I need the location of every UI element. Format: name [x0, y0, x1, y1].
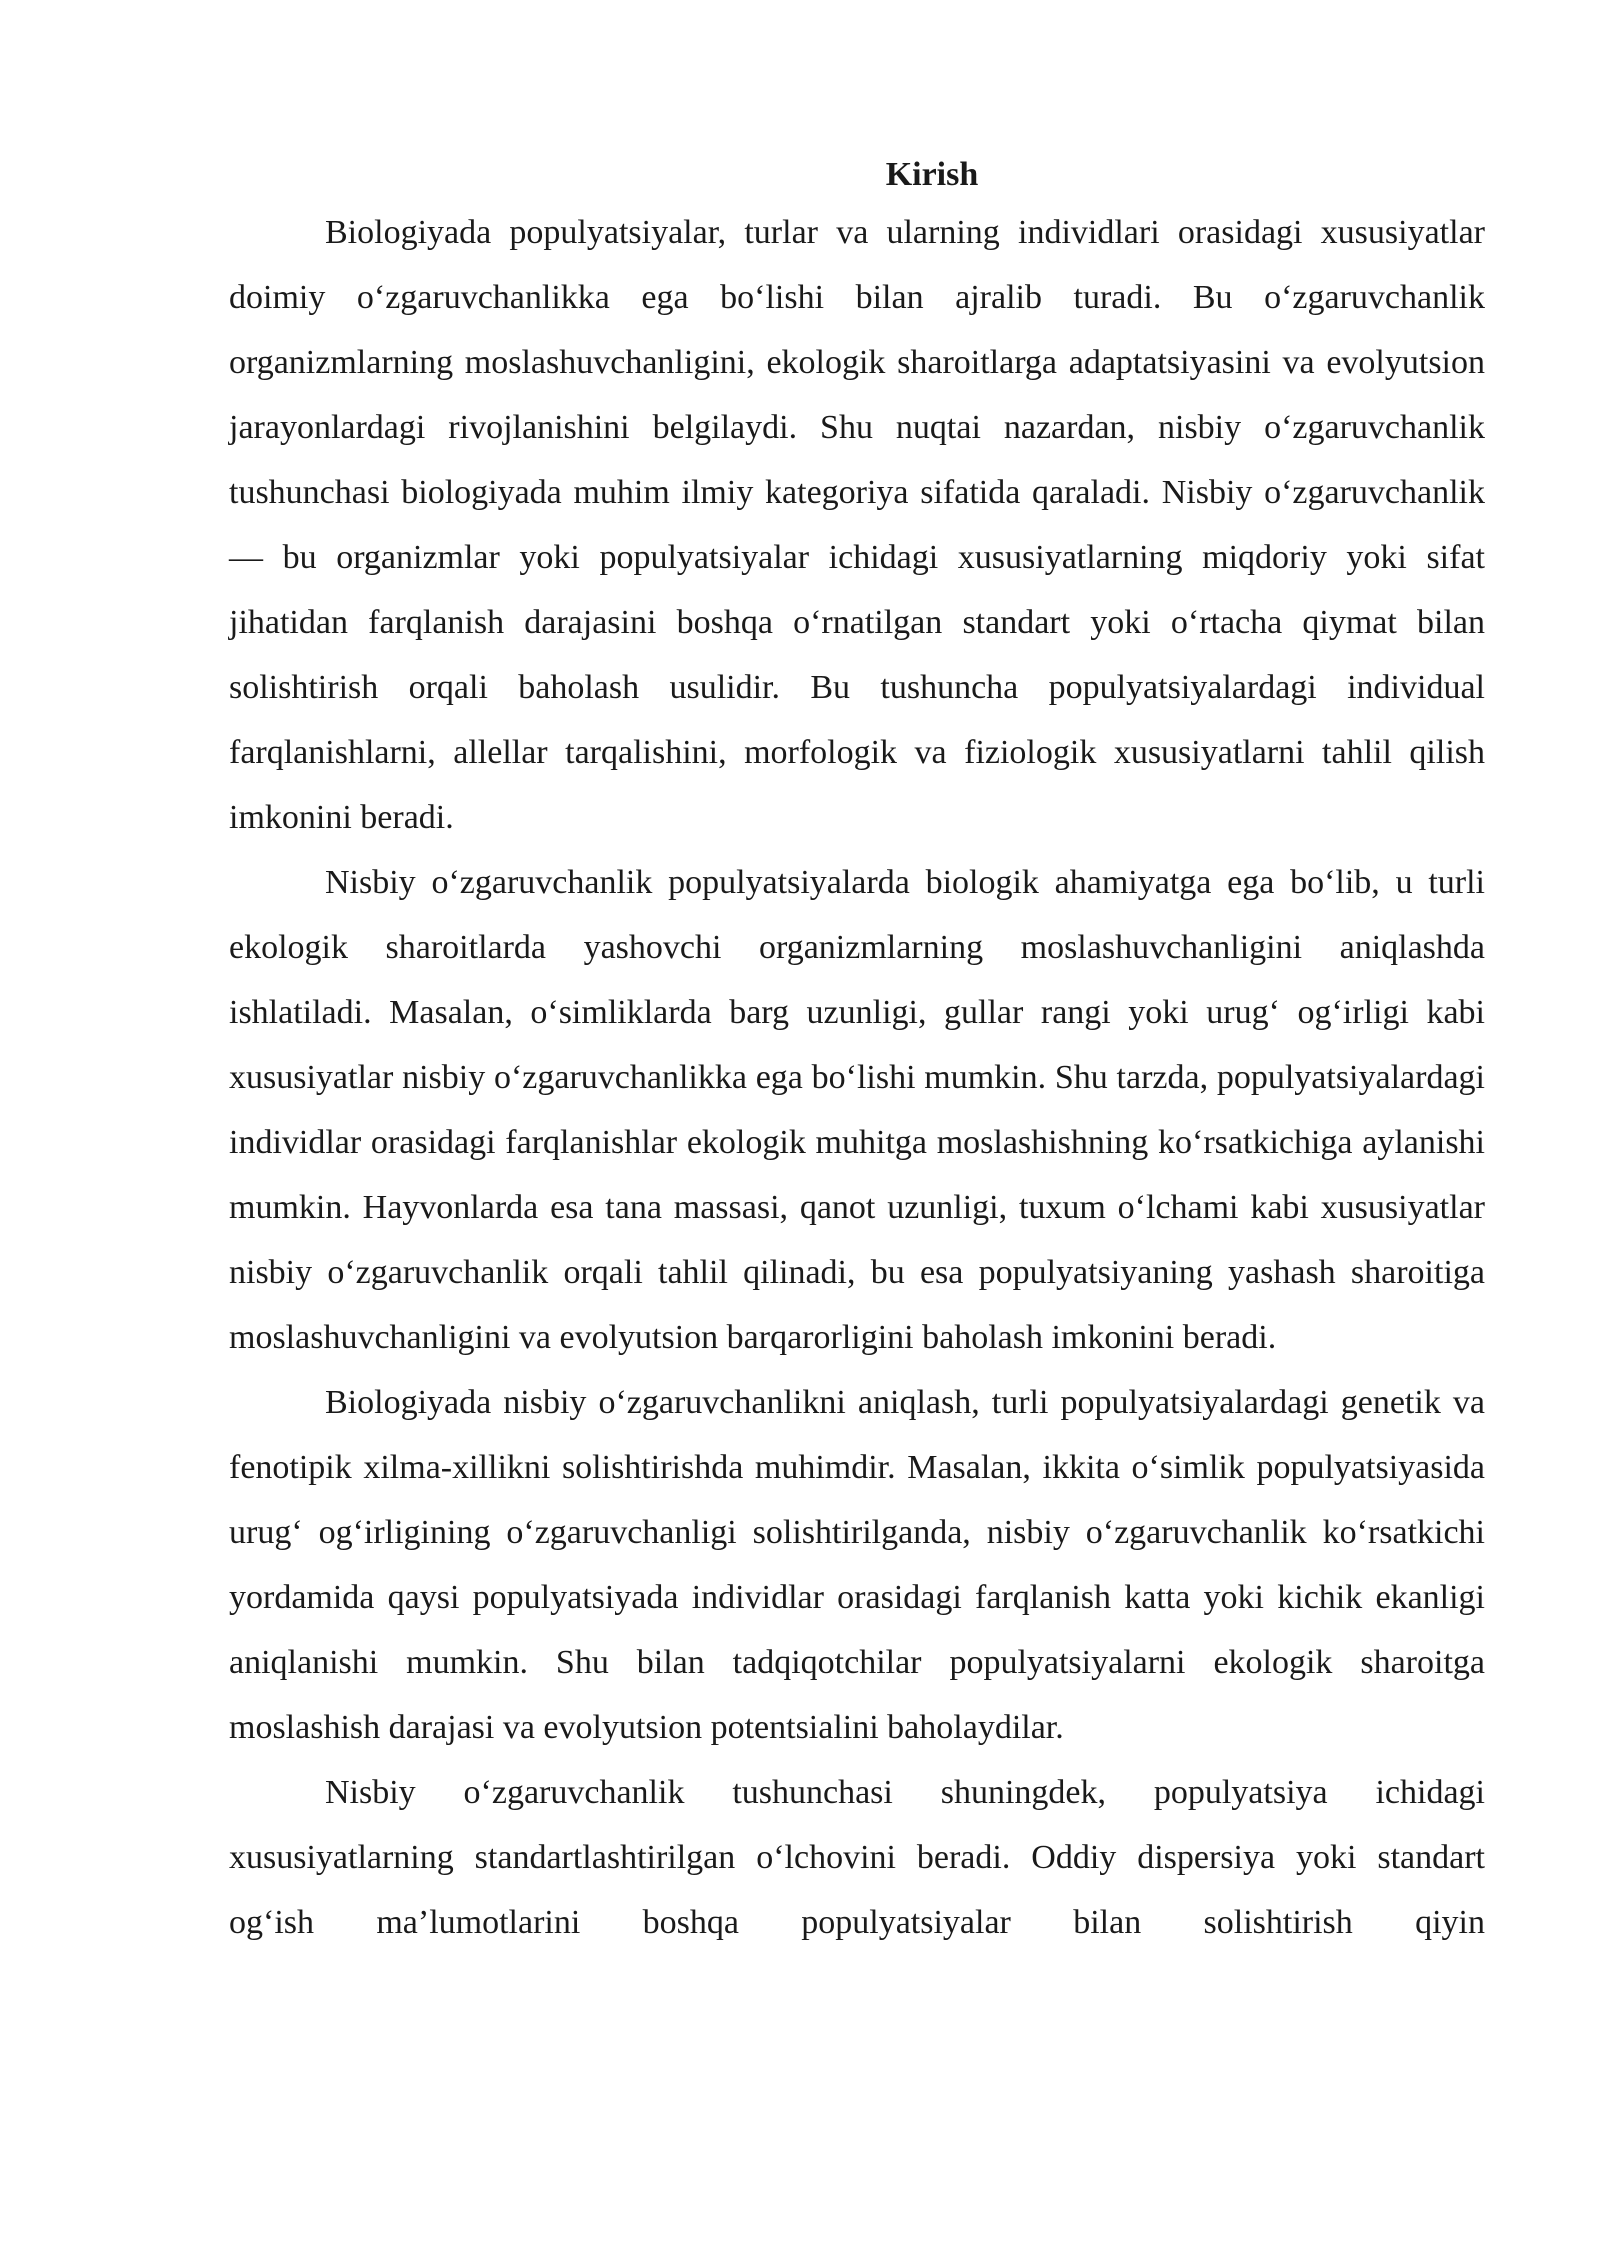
paragraph-2: Nisbiy o‘zgaruvchanlik populyatsiyalarda biologik ahamiyatga ega bo‘lib, u turli ekologik sharoitlarda yashovchi organizmlarning moslashuvchanligini aniqlashda ishlatiladi. Masalan, o‘simliklarda barg uzunligi, gullar rangi yoki urug‘ og‘irligi kabi xususiyatlar nisbiy o‘zgaruvchanlikka ega bo‘lishi mumkin. Shu tarzda, populyatsiyalardagi individlar orasidagi farqlanishlar ekologik muhitga moslashishning ko‘rsatkichiga aylanishi mumkin. Hayvonlarda esa tana massasi, qanot uzunligi, tuxum o‘lchami kabi xususiyatlar nisbiy o‘zgaruvchanlik orqali tahlil qilinadi, bu esa populyatsiyaning yashash sharoitiga moslashuvchanligini va evolyutsion barqarorligini baholash imkonini beradi.	[229, 864, 1485, 1356]
paragraph-1: Biologiyada populyatsiyalar, turlar va ularning individlari orasidagi xususiyatlar doimiy o‘zgaruvchanlikka ega bo‘lishi bilan ajralib turadi. Bu o‘zgaruvchanlik organizmlarning moslashuvchanligini, ekologik sharoitlarga adaptatsiyasini va evolyutsion jarayonlardagi rivojlanishini belgilaydi. Shu nuqtai nazardan, nisbiy o‘zgaruvchanlik tushunchasi biologiyada muhim ilmiy kategoriya sifatida qaraladi. Nisbiy o‘zgaruvchanlik — bu organizmlar yoki populyatsiyalar ichidagi xususiyatlarning miqdoriy yoki sifat jihatidan farqlanish darajasini boshqa o‘rnatilgan standart yoki o‘rtacha qiymat bilan solishtirish orqali baholash usulidir. Bu tushuncha populyatsiyalardagi individual farqlanishlarni, allellar tarqalishini, morfologik va fiziologik xususiyatlarni tahlil qilish imkonini beradi.	[229, 214, 1485, 836]
document-title: Kirish	[885, 156, 979, 193]
document-body	[229, 150, 1485, 1955]
paragraph-4: Nisbiy o‘zgaruvchanlik tushunchasi shuningdek, populyatsiya ichidagi xususiyatlarning standartlashtirilgan o‘lchovini beradi. Oddiy dispersiya yoki standart og‘ish ma’lumotlarini boshqa populyatsiyalar bilan solishtirish qiyin	[229, 1774, 1485, 1941]
paragraph-3: Biologiyada nisbiy o‘zgaruvchanlikni aniqlash, turli populyatsiyalardagi genetik va fenotipik xilma-xillikni solishtirishda muhimdir. Masalan, ikkita o‘simlik populyatsiyasida urug‘ og‘irligining o‘zgaruvchanligi solishtirilganda, nisbiy o‘zgaruvchanlik ko‘rsatkichi yordamida qaysi populyatsiyada individlar orasidagi farqlanish katta yoki kichik ekanligi aniqlanishi mumkin. Shu bilan tadqiqotchilar populyatsiyalarni ekologik sharoitga moslashish darajasi va evolyutsion potentsialini baholaydilar.	[229, 1384, 1485, 1746]
